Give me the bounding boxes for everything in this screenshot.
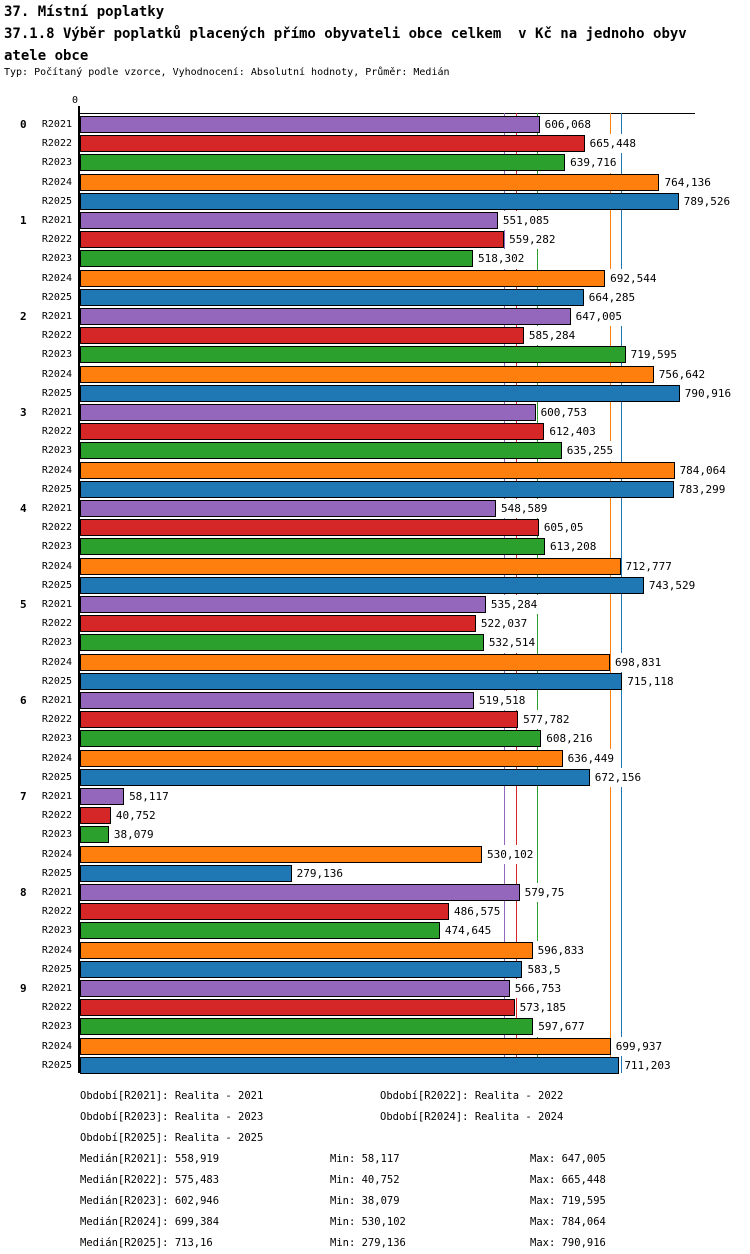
bar-R2024-group2 (80, 366, 654, 383)
legend-max: Max: 719,595 (530, 1195, 606, 1207)
bar-R2022-group2 (80, 327, 524, 344)
legend-max: Max: 790,916 (530, 1237, 606, 1249)
bar-row-label: R2025 (41, 579, 72, 591)
bar-row-label: R2022 (41, 426, 72, 438)
bar-row-label: R2022 (41, 138, 72, 150)
chart-title-line2: atele obce (4, 48, 89, 64)
legend-max: Max: 784,064 (530, 1216, 606, 1228)
bar-value-label: 486,575 (452, 902, 502, 921)
bar-value-label: 665,448 (588, 134, 638, 153)
bar-R2022-group6 (80, 711, 518, 728)
bar-row-label: R2024 (41, 272, 72, 284)
bar-value-label: 585,284 (527, 326, 577, 345)
bar-row-label: R2022 (41, 234, 72, 246)
bar-value-label: 532,514 (487, 633, 537, 652)
bar-row-label: R2025 (41, 1059, 72, 1071)
bar-value-label: 40,752 (114, 806, 158, 825)
group-label: 4 (20, 502, 27, 515)
group-label: 3 (20, 406, 27, 419)
legend-median: Medián[R2025]: 713,16 (80, 1237, 213, 1249)
bar-R2023-group9 (80, 1018, 533, 1035)
bar-R2023-group0 (80, 154, 565, 171)
bar-row-label: R2021 (41, 983, 72, 994)
bar-R2021-group3 (80, 404, 536, 421)
bar-value-label: 784,064 (678, 461, 728, 480)
bar-R2023-group6 (80, 730, 541, 747)
legend-min: Min: 279,136 (330, 1237, 406, 1249)
bar-row-label: R2022 (41, 906, 72, 918)
bar-value-label: 613,208 (548, 537, 598, 556)
bar-value-label: 743,529 (647, 576, 697, 595)
bar-R2025-group1 (80, 289, 584, 306)
legend-median: Medián[R2022]: 575,483 (80, 1174, 220, 1186)
bar-row-label: R2025 (41, 675, 72, 687)
bar-row-label: R2024 (41, 464, 72, 476)
bar-row-label: R2025 (41, 387, 72, 399)
bar-row-label: R2023 (41, 253, 72, 265)
bar-R2025-group8 (80, 961, 522, 978)
group-label: 0 (20, 118, 27, 131)
bar-row-label: R2021 (41, 599, 72, 610)
legend-period: Období[R2024]: Realita - 2024 (380, 1111, 564, 1123)
bar-row-label: R2021 (41, 503, 72, 514)
bar-row-label: R2024 (41, 752, 72, 764)
group-label: 8 (20, 886, 27, 899)
legend-period: Období[R2022]: Realita - 2022 (380, 1090, 564, 1102)
bar-value-label: 606,068 (543, 115, 593, 134)
legend-median: Medián[R2021]: 558,919 (80, 1153, 220, 1165)
bar-R2024-group3 (80, 462, 675, 479)
bar-value-label: 583,5 (525, 960, 562, 979)
group-label: 6 (20, 694, 27, 707)
bar-value-label: 535,284 (489, 595, 539, 614)
bar-R2022-group7 (80, 807, 111, 824)
bar-value-label: 551,085 (501, 211, 551, 230)
bar-R2024-group4 (80, 558, 621, 575)
chart-type-info: Typ: Počítaný podle vzorce, Vyhodnocení: Absolutní hodnoty, Průměr: Medián (4, 67, 450, 78)
bar-value-label: 522,037 (479, 614, 529, 633)
bar-row-label: R2023 (41, 349, 72, 361)
bar-value-label: 764,136 (662, 173, 712, 192)
legend-max: Max: 665,448 (530, 1174, 606, 1186)
bar-row-label: R2024 (41, 944, 72, 956)
bar-row-label: R2025 (41, 291, 72, 303)
group-label: 9 (20, 982, 27, 995)
bar-R2024-group7 (80, 846, 482, 863)
bar-row-label: R2022 (41, 522, 72, 534)
group-label: 5 (20, 598, 27, 611)
bar-R2023-group8 (80, 922, 440, 939)
legend-median: Medián[R2024]: 699,384 (80, 1216, 220, 1228)
legend-min: Min: 58,117 (330, 1153, 400, 1165)
bar-row-label: R2022 (41, 618, 72, 630)
bar-value-label: 38,079 (112, 825, 156, 844)
bar-R2021-group8 (80, 884, 520, 901)
bar-R2025-group0 (80, 193, 679, 210)
bar-row-label: R2025 (41, 483, 72, 495)
bar-row-label: R2024 (41, 656, 72, 668)
bar-value-label: 783,299 (677, 480, 727, 499)
bar-row-label: R2022 (41, 714, 72, 726)
bar-row-label: R2021 (41, 791, 72, 802)
bar-R2021-group2 (80, 308, 571, 325)
bar-value-label: 573,185 (518, 998, 568, 1017)
bar-value-label: 699,937 (614, 1037, 664, 1056)
bar-R2021-group9 (80, 980, 510, 997)
bar-row-label: R2024 (41, 176, 72, 188)
bar-row-label: R2024 (41, 560, 72, 572)
legend-median: Medián[R2023]: 602,946 (80, 1195, 220, 1207)
bar-row-label: R2022 (41, 1002, 72, 1014)
bar-row-label: R2021 (41, 311, 72, 322)
bar-R2024-group6 (80, 750, 563, 767)
bar-row-label: R2025 (41, 195, 72, 207)
bar-value-label: 692,544 (608, 269, 658, 288)
bar-row-label: R2025 (41, 771, 72, 783)
bar-value-label: 566,753 (513, 979, 563, 998)
bar-R2023-group2 (80, 346, 626, 363)
bar-R2021-group7 (80, 788, 124, 805)
bar-row-label: R2023 (41, 541, 72, 553)
bar-value-label: 756,642 (657, 365, 707, 384)
bar-R2022-group8 (80, 903, 449, 920)
bar-value-label: 711,203 (622, 1056, 672, 1075)
bar-R2024-group0 (80, 174, 659, 191)
bar-R2025-group9 (80, 1057, 619, 1074)
bar-R2022-group9 (80, 999, 515, 1016)
bar-R2021-group6 (80, 692, 474, 709)
bar-R2021-group0 (80, 116, 540, 133)
group-label: 1 (20, 214, 27, 227)
bar-value-label: 635,255 (565, 441, 615, 460)
bar-value-label: 530,102 (485, 845, 535, 864)
bar-R2023-group3 (80, 442, 562, 459)
bar-row-label: R2025 (41, 963, 72, 975)
bar-R2025-group5 (80, 673, 622, 690)
group-label: 2 (20, 310, 27, 323)
bar-value-label: 579,75 (523, 883, 567, 902)
bar-R2022-group5 (80, 615, 476, 632)
bar-value-label: 559,282 (507, 230, 557, 249)
bar-R2024-group8 (80, 942, 533, 959)
bar-value-label: 672,156 (593, 768, 643, 787)
bar-row-label: R2021 (41, 887, 72, 898)
bar-R2024-group9 (80, 1038, 611, 1055)
bar-value-label: 719,595 (629, 345, 679, 364)
bar-R2025-group2 (80, 385, 680, 402)
bar-R2025-group6 (80, 769, 590, 786)
bar-row-label: R2025 (41, 867, 72, 879)
bar-R2022-group1 (80, 231, 504, 248)
bar-R2025-group7 (80, 865, 292, 882)
legend-max: Max: 647,005 (530, 1153, 606, 1165)
bar-value-label: 597,677 (536, 1017, 586, 1036)
bar-value-label: 600,753 (539, 403, 589, 422)
bar-R2025-group4 (80, 577, 644, 594)
bar-value-label: 636,449 (566, 749, 616, 768)
legend-min: Min: 38,079 (330, 1195, 400, 1207)
bar-R2025-group3 (80, 481, 674, 498)
bar-row-label: R2023 (41, 925, 72, 937)
group-label: 7 (20, 790, 27, 803)
bar-value-label: 596,833 (536, 941, 586, 960)
bar-row-label: R2023 (41, 829, 72, 841)
bar-value-label: 712,777 (624, 557, 674, 576)
bar-row-label: R2023 (41, 733, 72, 745)
x-axis-top-line (80, 113, 695, 114)
bar-row-label: R2021 (41, 407, 72, 418)
bar-row-label: R2021 (41, 215, 72, 226)
bar-value-label: 715,118 (625, 672, 675, 691)
bar-R2022-group4 (80, 519, 539, 536)
bar-R2024-group5 (80, 654, 610, 671)
legend-period: Období[R2021]: Realita - 2021 (80, 1090, 264, 1102)
report-section-title: 37. Místní poplatky (4, 4, 165, 20)
bar-value-label: 548,589 (499, 499, 549, 518)
bar-row-label: R2021 (41, 695, 72, 706)
legend-min: Min: 530,102 (330, 1216, 406, 1228)
bar-value-label: 664,285 (587, 288, 637, 307)
legend-period: Období[R2023]: Realita - 2023 (80, 1111, 264, 1123)
bar-row-label: R2023 (41, 1021, 72, 1033)
bar-row-label: R2024 (41, 848, 72, 860)
bar-row-label: R2022 (41, 330, 72, 342)
legend-min: Min: 40,752 (330, 1174, 400, 1186)
bar-R2023-group7 (80, 826, 109, 843)
bar-row-label: R2024 (41, 368, 72, 380)
bar-R2021-group4 (80, 500, 496, 517)
bar-R2021-group1 (80, 212, 498, 229)
bar-R2022-group0 (80, 135, 585, 152)
bar-R2022-group3 (80, 423, 544, 440)
bar-value-label: 279,136 (295, 864, 345, 883)
legend-period: Období[R2025]: Realita - 2025 (80, 1132, 264, 1144)
bar-value-label: 605,05 (542, 518, 586, 537)
bar-R2023-group4 (80, 538, 545, 555)
bar-row-label: R2023 (41, 157, 72, 169)
bar-value-label: 58,117 (127, 787, 171, 806)
x-axis-zero-tick-label: 0 (72, 95, 79, 106)
bar-value-label: 639,716 (568, 153, 618, 172)
bar-row-label: R2023 (41, 445, 72, 457)
bar-R2021-group5 (80, 596, 486, 613)
bar-value-label: 790,916 (683, 384, 733, 403)
bar-value-label: 577,782 (521, 710, 571, 729)
bar-row-label: R2023 (41, 637, 72, 649)
bar-row-label: R2024 (41, 1040, 72, 1052)
chart-title-line1: 37.1.8 Výběr poplatků placených přímo obyvateli obce celkem v Kč na jednoho obyv (4, 26, 687, 42)
bar-row-label: R2022 (41, 810, 72, 822)
bar-R2024-group1 (80, 270, 605, 287)
bar-value-label: 698,831 (613, 653, 663, 672)
bar-R2023-group1 (80, 250, 473, 267)
bar-R2023-group5 (80, 634, 484, 651)
bar-row-label: R2021 (41, 119, 72, 130)
bar-value-label: 519,518 (477, 691, 527, 710)
bar-value-label: 608,216 (544, 729, 594, 748)
bar-value-label: 474,645 (443, 921, 493, 940)
bar-value-label: 647,005 (574, 307, 624, 326)
bar-value-label: 612,403 (547, 422, 597, 441)
bar-value-label: 789,526 (682, 192, 732, 211)
bar-value-label: 518,302 (476, 249, 526, 268)
